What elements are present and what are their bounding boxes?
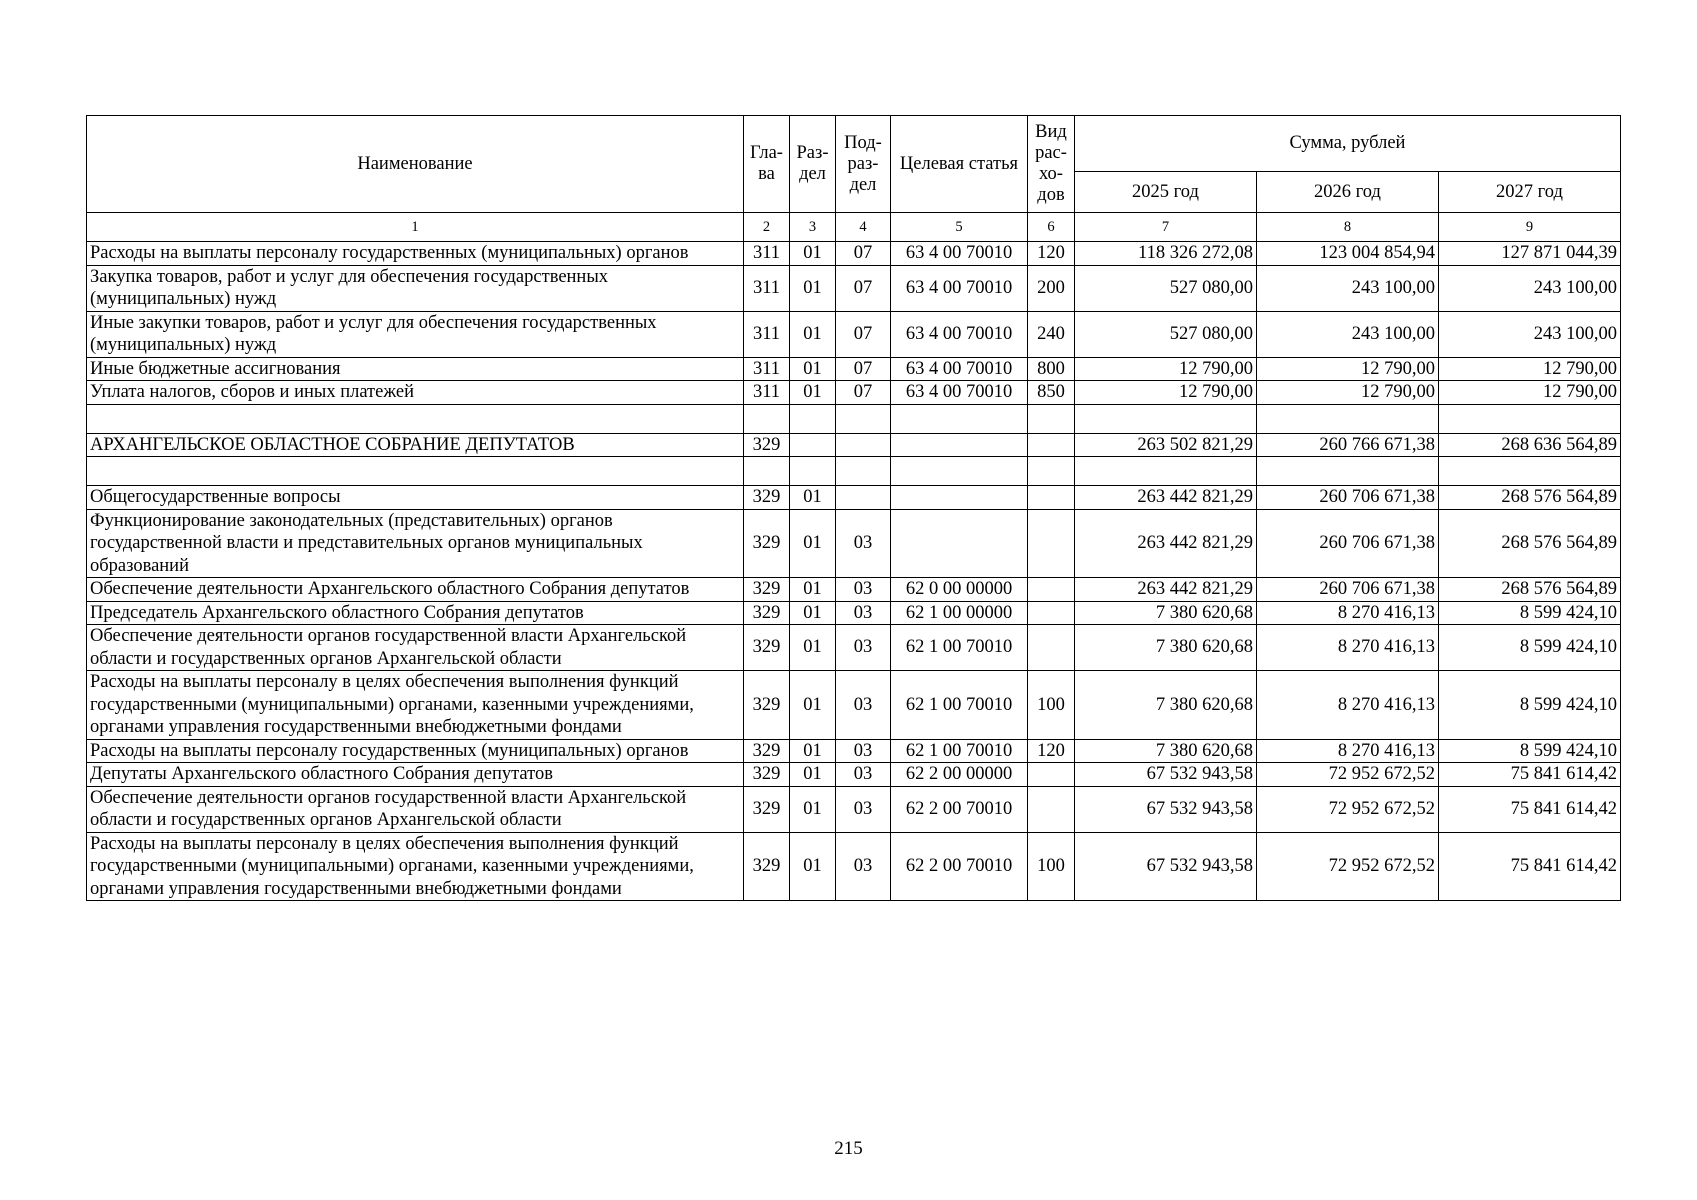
header-name: Наименование (87, 116, 744, 213)
subsection-code: 07 (836, 265, 891, 311)
subsection-code: 03 (836, 763, 891, 787)
amount-2025: 67 532 943,58 (1075, 832, 1257, 901)
empty-cell (1075, 457, 1257, 486)
amount-2026: 12 790,00 (1257, 357, 1439, 381)
column-number: 7 (1075, 213, 1257, 242)
table-row (87, 763, 1621, 787)
row-name: Иные бюджетные ассигнования (87, 357, 744, 381)
subsection-code (836, 486, 891, 510)
section-code: 01 (790, 509, 836, 578)
table-row (87, 433, 1621, 457)
section-code: 01 (790, 242, 836, 266)
expense-type-code (1028, 601, 1075, 625)
target-article-code: 63 4 00 70010 (891, 265, 1028, 311)
amount-2025: 7 380 620,68 (1075, 671, 1257, 740)
column-number: 5 (891, 213, 1028, 242)
header-chapter: Гла-ва (744, 116, 790, 213)
chapter-code: 329 (744, 433, 790, 457)
row-name: Расходы на выплаты персоналу государственных (муниципальных) органов (87, 242, 744, 266)
amount-2026: 72 952 672,52 (1257, 832, 1439, 901)
amount-2026: 8 270 416,13 (1257, 625, 1439, 671)
chapter-code: 311 (744, 242, 790, 266)
amount-2027: 8 599 424,10 (1439, 739, 1621, 763)
expense-type-code: 850 (1028, 381, 1075, 405)
column-number: 3 (790, 213, 836, 242)
chapter-code: 311 (744, 265, 790, 311)
expense-type-code (1028, 786, 1075, 832)
empty-cell (1075, 404, 1257, 433)
amount-2027: 8 599 424,10 (1439, 671, 1621, 740)
subsection-code: 03 (836, 578, 891, 602)
row-name: Общегосударственные вопросы (87, 486, 744, 510)
expense-type-code (1028, 509, 1075, 578)
amount-2027: 268 576 564,89 (1439, 486, 1621, 510)
section-code: 01 (790, 832, 836, 901)
row-name: Обеспечение деятельности Архангельского областного Собрания депутатов (87, 578, 744, 602)
amount-2025: 263 442 821,29 (1075, 509, 1257, 578)
chapter-code: 329 (744, 509, 790, 578)
subsection-code: 03 (836, 671, 891, 740)
amount-2026: 260 706 671,38 (1257, 486, 1439, 510)
column-number: 9 (1439, 213, 1621, 242)
amount-2025: 12 790,00 (1075, 381, 1257, 405)
amount-2025: 527 080,00 (1075, 265, 1257, 311)
column-number: 4 (836, 213, 891, 242)
page-number: 215 (834, 1138, 863, 1159)
subsection-code: 07 (836, 242, 891, 266)
amount-2027: 243 100,00 (1439, 265, 1621, 311)
header-sum: Сумма, рублей (1075, 116, 1621, 172)
amount-2026: 8 270 416,13 (1257, 671, 1439, 740)
amount-2026: 72 952 672,52 (1257, 763, 1439, 787)
target-article-code (891, 509, 1028, 578)
amount-2026: 243 100,00 (1257, 265, 1439, 311)
target-article-code: 63 4 00 70010 (891, 311, 1028, 357)
subsection-code (836, 433, 891, 457)
row-name: Иные закупки товаров, работ и услуг для обеспечения государственных (муниципальных) нужд (87, 311, 744, 357)
expense-type-code (1028, 433, 1075, 457)
table-row (87, 786, 1621, 832)
row-name: АРХАНГЕЛЬСКОЕ ОБЛАСТНОЕ СОБРАНИЕ ДЕПУТАТОВ (87, 433, 744, 457)
target-article-code: 62 1 00 00000 (891, 601, 1028, 625)
target-article-code: 63 4 00 70010 (891, 381, 1028, 405)
empty-cell (790, 457, 836, 486)
expense-type-code (1028, 763, 1075, 787)
target-article-code: 62 2 00 70010 (891, 786, 1028, 832)
target-article-code: 62 1 00 70010 (891, 671, 1028, 740)
amount-2027: 8 599 424,10 (1439, 601, 1621, 625)
row-name: Расходы на выплаты персоналу в целях обеспечения выполнения функций государственными (муниципальными) органами, казенными учреждениями, органами управления государственными внебюджетными фондами (87, 671, 744, 740)
target-article-code: 62 1 00 70010 (891, 739, 1028, 763)
empty-cell (1028, 404, 1075, 433)
amount-2025: 118 326 272,08 (1075, 242, 1257, 266)
chapter-code: 311 (744, 357, 790, 381)
table-row (87, 486, 1621, 510)
section-code (790, 433, 836, 457)
expense-type-code: 240 (1028, 311, 1075, 357)
amount-2026: 8 270 416,13 (1257, 601, 1439, 625)
amount-2025: 263 442 821,29 (1075, 578, 1257, 602)
budget-table (86, 115, 1621, 901)
section-code: 01 (790, 671, 836, 740)
amount-2026: 260 766 671,38 (1257, 433, 1439, 457)
chapter-code: 329 (744, 763, 790, 787)
subsection-code: 03 (836, 601, 891, 625)
section-code: 01 (790, 739, 836, 763)
amount-2027: 12 790,00 (1439, 357, 1621, 381)
chapter-code: 329 (744, 578, 790, 602)
column-number: 6 (1028, 213, 1075, 242)
amount-2027: 243 100,00 (1439, 311, 1621, 357)
table-row (87, 625, 1621, 671)
amount-2025: 263 502 821,29 (1075, 433, 1257, 457)
chapter-code: 329 (744, 786, 790, 832)
amount-2026: 260 706 671,38 (1257, 578, 1439, 602)
empty-cell (836, 404, 891, 433)
subsection-code: 03 (836, 786, 891, 832)
row-name: Закупка товаров, работ и услуг для обеспечения государственных (муниципальных) нужд (87, 265, 744, 311)
section-code: 01 (790, 311, 836, 357)
target-article-code: 63 4 00 70010 (891, 242, 1028, 266)
amount-2027: 127 871 044,39 (1439, 242, 1621, 266)
target-article-code: 63 4 00 70010 (891, 357, 1028, 381)
chapter-code: 329 (744, 739, 790, 763)
header-target-article: Целевая статья (891, 116, 1028, 213)
amount-2026: 123 004 854,94 (1257, 242, 1439, 266)
amount-2025: 7 380 620,68 (1075, 601, 1257, 625)
expense-type-code (1028, 486, 1075, 510)
chapter-code: 329 (744, 625, 790, 671)
empty-cell (836, 457, 891, 486)
amount-2025: 67 532 943,58 (1075, 763, 1257, 787)
amount-2027: 268 576 564,89 (1439, 578, 1621, 602)
amount-2025: 527 080,00 (1075, 311, 1257, 357)
amount-2027: 12 790,00 (1439, 381, 1621, 405)
empty-cell (891, 404, 1028, 433)
section-code: 01 (790, 786, 836, 832)
column-number: 8 (1257, 213, 1439, 242)
subsection-code: 03 (836, 509, 891, 578)
row-name: Председатель Архангельского областного Собрания депутатов (87, 601, 744, 625)
amount-2026: 12 790,00 (1257, 381, 1439, 405)
expense-type-code: 120 (1028, 739, 1075, 763)
table-row (87, 265, 1621, 311)
amount-2025: 7 380 620,68 (1075, 625, 1257, 671)
amount-2025: 67 532 943,58 (1075, 786, 1257, 832)
expense-type-code: 200 (1028, 265, 1075, 311)
section-code: 01 (790, 578, 836, 602)
empty-cell (1257, 457, 1439, 486)
chapter-code: 311 (744, 381, 790, 405)
row-name: Уплата налогов, сборов и иных платежей (87, 381, 744, 405)
header-year-2025: 2025 год (1075, 172, 1257, 213)
table-row (87, 509, 1621, 578)
row-name: Расходы на выплаты персоналу государственных (муниципальных) органов (87, 739, 744, 763)
header-section: Раз-дел (790, 116, 836, 213)
spacer-row (87, 404, 1621, 433)
amount-2027: 75 841 614,42 (1439, 832, 1621, 901)
subsection-code: 03 (836, 832, 891, 901)
subsection-code: 07 (836, 357, 891, 381)
amount-2027: 75 841 614,42 (1439, 786, 1621, 832)
header-year-2026: 2026 год (1257, 172, 1439, 213)
row-name: Функционирование законодательных (представительных) органов государственной власти и представительных органов муниципальных образований (87, 509, 744, 578)
empty-cell (1028, 457, 1075, 486)
expense-type-code: 120 (1028, 242, 1075, 266)
section-code: 01 (790, 625, 836, 671)
expense-type-code: 100 (1028, 671, 1075, 740)
target-article-code (891, 486, 1028, 510)
chapter-code: 329 (744, 832, 790, 901)
amount-2025: 7 380 620,68 (1075, 739, 1257, 763)
row-name: Обеспечение деятельности органов государственной власти Архангельской области и государственных органов Архангельской области (87, 625, 744, 671)
empty-cell (744, 404, 790, 433)
amount-2026: 243 100,00 (1257, 311, 1439, 357)
chapter-code: 329 (744, 486, 790, 510)
target-article-code: 62 2 00 70010 (891, 832, 1028, 901)
empty-cell (891, 457, 1028, 486)
section-code: 01 (790, 381, 836, 405)
chapter-code: 311 (744, 311, 790, 357)
expense-type-code (1028, 625, 1075, 671)
amount-2025: 263 442 821,29 (1075, 486, 1257, 510)
table-body (87, 242, 1621, 901)
amount-2026: 72 952 672,52 (1257, 786, 1439, 832)
amount-2026: 8 270 416,13 (1257, 739, 1439, 763)
header-expense-type: Вид рас-хо-дов (1028, 116, 1075, 213)
expense-type-code: 100 (1028, 832, 1075, 901)
header-subsection: Под-раз-дел (836, 116, 891, 213)
chapter-code: 329 (744, 601, 790, 625)
table-row (87, 601, 1621, 625)
spacer-row (87, 457, 1621, 486)
amount-2027: 8 599 424,10 (1439, 625, 1621, 671)
table-row (87, 832, 1621, 901)
subsection-code: 07 (836, 311, 891, 357)
subsection-code: 03 (836, 625, 891, 671)
table-row (87, 242, 1621, 266)
subsection-code: 03 (836, 739, 891, 763)
target-article-code: 62 2 00 00000 (891, 763, 1028, 787)
table-row (87, 381, 1621, 405)
row-name: Расходы на выплаты персоналу в целях обеспечения выполнения функций государственными (муниципальными) органами, казенными учреждениями, органами управления государственными внебюджетными фондами (87, 832, 744, 901)
empty-cell (744, 457, 790, 486)
chapter-code: 329 (744, 671, 790, 740)
expense-type-code: 800 (1028, 357, 1075, 381)
empty-cell (87, 457, 744, 486)
empty-cell (1257, 404, 1439, 433)
target-article-code (891, 433, 1028, 457)
empty-cell (87, 404, 744, 433)
row-name: Депутаты Архангельского областного Собрания депутатов (87, 763, 744, 787)
empty-cell (1439, 457, 1621, 486)
amount-2027: 75 841 614,42 (1439, 763, 1621, 787)
column-number: 2 (744, 213, 790, 242)
amount-2027: 268 576 564,89 (1439, 509, 1621, 578)
target-article-code: 62 1 00 70010 (891, 625, 1028, 671)
table-row (87, 739, 1621, 763)
table-row (87, 671, 1621, 740)
table-row (87, 311, 1621, 357)
section-code: 01 (790, 601, 836, 625)
header-year-2027: 2027 год (1439, 172, 1621, 213)
amount-2026: 260 706 671,38 (1257, 509, 1439, 578)
section-code: 01 (790, 357, 836, 381)
column-number: 1 (87, 213, 744, 242)
section-code: 01 (790, 763, 836, 787)
table-row (87, 357, 1621, 381)
empty-cell (790, 404, 836, 433)
row-name: Обеспечение деятельности органов государственной власти Архангельской области и государственных органов Архангельской области (87, 786, 744, 832)
subsection-code: 07 (836, 381, 891, 405)
section-code: 01 (790, 265, 836, 311)
empty-cell (1439, 404, 1621, 433)
amount-2027: 268 636 564,89 (1439, 433, 1621, 457)
table-header (87, 116, 1621, 242)
amount-2025: 12 790,00 (1075, 357, 1257, 381)
column-number-row (87, 213, 1621, 242)
expense-type-code (1028, 578, 1075, 602)
section-code: 01 (790, 486, 836, 510)
target-article-code: 62 0 00 00000 (891, 578, 1028, 602)
table-row (87, 578, 1621, 602)
